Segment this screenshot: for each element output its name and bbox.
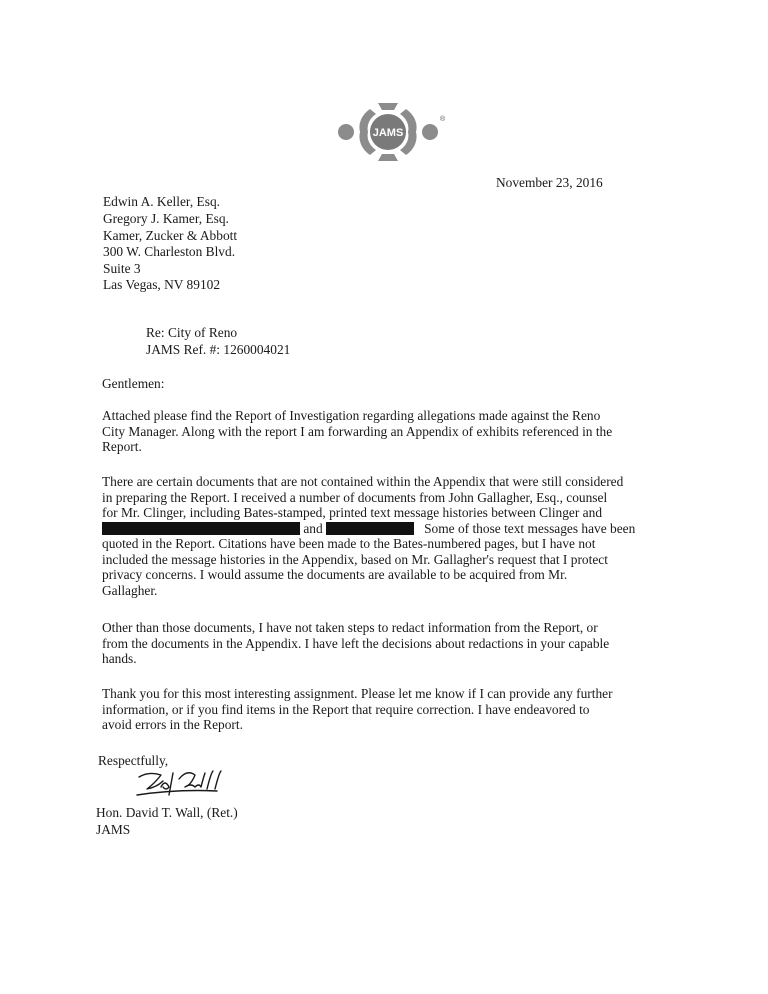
recipient-line-6: Las Vegas, NV 89102	[103, 277, 221, 292]
handwritten-signature	[135, 765, 245, 805]
paragraph-line: avoid errors in the Report.	[102, 717, 243, 732]
letter-date: November 23, 2016	[496, 175, 603, 190]
re-subject: Re: City of Reno	[146, 325, 238, 340]
paragraph-1	[102, 408, 672, 455]
paragraph-4	[102, 686, 672, 733]
paragraph-3	[102, 620, 672, 667]
logo-registered-mark: ®	[440, 116, 446, 123]
redaction-box	[326, 522, 414, 535]
re-reference: JAMS Ref. #: 1260004021	[146, 342, 291, 357]
paragraph-line: City Manager. Along with the report I am forwarding an Appendix of exhibits referenced in the	[102, 423, 613, 439]
signer-name: Hon. David T. Wall, (Ret.)	[96, 805, 238, 820]
paragraph-line: privacy concerns. I would assume the documents are available to be acquired from Mr.	[102, 567, 568, 582]
paragraph-line: for Mr. Clinger, including Bates-stamped, printed text message histories between Clinger and	[102, 505, 603, 520]
paragraph-line-redacted	[102, 521, 672, 537]
paragraph-2	[102, 474, 672, 598]
closing: Respectfully,	[98, 753, 169, 768]
recipient-line-1: Edwin A. Keller, Esq.	[103, 194, 220, 209]
paragraph-line: Other than those documents, I have not taken steps to redact information from the Report, or	[102, 620, 598, 635]
recipient-line-2: Gregory J. Kamer, Esq.	[103, 211, 229, 226]
logo-text: JAMS	[372, 127, 404, 139]
redaction-box	[102, 522, 300, 535]
redacted-line-end: Some of those text messages have been	[424, 520, 636, 536]
paragraph-line: Gallagher.	[102, 582, 158, 598]
salutation: Gentlemen:	[102, 376, 165, 391]
signer-organization: JAMS	[96, 822, 131, 837]
paragraph-line: hands.	[102, 651, 137, 666]
paragraph-line: included the message histories in the Appendix, based on Mr. Gallagher's request that I protect	[102, 551, 608, 567]
paragraph-line: There are certain documents that are not contained within the Appendix that were still considered	[102, 474, 624, 489]
paragraph-line: information, or if you find items in the Report that require correction. I have endeavored to	[102, 701, 590, 717]
recipient-line-4: 300 W. Charleston Blvd.	[103, 244, 236, 259]
paragraph-line: in preparing the Report. I received a number of documents from John Gallagher, Esq., counsel	[102, 489, 608, 505]
jams-logo	[332, 95, 452, 170]
recipient-line-3: Kamer, Zucker & Abbott	[103, 228, 238, 243]
paragraph-line: from the documents in the Appendix. I have left the decisions about redactions in your capable	[102, 635, 610, 651]
recipient-line-5: Suite 3	[103, 261, 141, 276]
paragraph-line: Report.	[102, 439, 142, 454]
paragraph-line: quoted in the Report. Citations have been made to the Bates-numbered pages, but I have not	[102, 536, 596, 551]
paragraph-line: Thank you for this most interesting assignment. Please let me know if I can provide any further	[102, 686, 613, 701]
paragraph-line: Attached please find the Report of Investigation regarding allegations made against the Reno	[102, 408, 601, 423]
redacted-line-conjunction: and	[303, 520, 323, 536]
